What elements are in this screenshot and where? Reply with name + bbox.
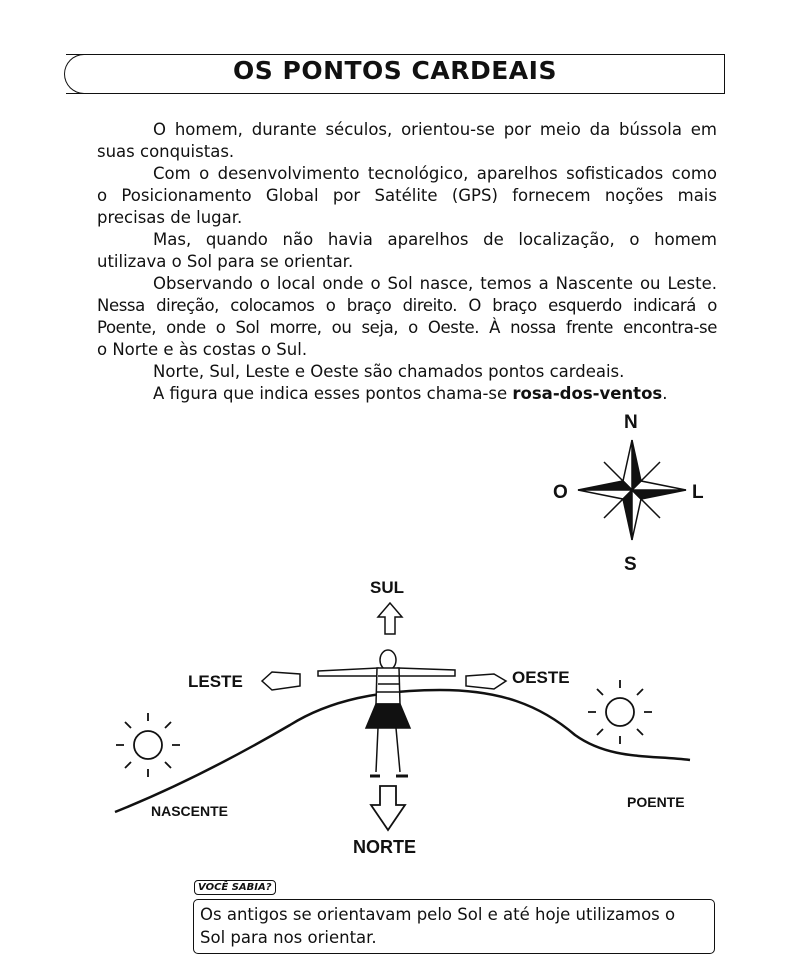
- text-line: Nessa direção, colocamos o braço direito. O braço esquerdo indicará o: [97, 296, 717, 315]
- text-line: precisas de lugar.: [97, 208, 243, 227]
- page-title: OS PONTOS CARDEAIS: [233, 56, 557, 85]
- arrow-right-icon: [466, 674, 506, 689]
- text-line: o Posicionamento Global por Satélite (GPS) fornecem noções mais: [97, 186, 717, 205]
- arrow-up-icon: [378, 603, 402, 634]
- label-oeste: OESTE: [512, 668, 570, 687]
- text-line: utilizava o Sol para se orientar.: [97, 252, 354, 271]
- text-line: Com o desenvolvimento tecnológico, aparelhos sofisticados como: [153, 164, 717, 183]
- arrow-down-icon: [371, 786, 405, 830]
- voce-sabia-line: Os antigos se orientavam pelo Sol e até hoje utilizamos o: [200, 905, 676, 924]
- arrow-left-icon: [262, 672, 300, 690]
- text-line: Poente, onde o Sol morre, ou seja, o Oeste. À nossa frente encontra-se: [97, 318, 717, 337]
- text-line: O homem, durante séculos, orientou-se por meio da bússola em: [153, 120, 717, 139]
- label-norte: NORTE: [353, 837, 416, 857]
- compass-rose-icon: [578, 440, 686, 540]
- term-rosa-dos-ventos: rosa-dos-ventos: [512, 384, 663, 403]
- text-line: Mas, quando não havia aparelhos de localização, o homem: [153, 230, 717, 249]
- sun-icon-setting: [588, 680, 652, 744]
- text: A figura que indica esses pontos chama-se: [153, 384, 513, 403]
- sun-icon-rising: [116, 713, 180, 777]
- compass-label-o: O: [553, 482, 568, 503]
- girl-figure: [318, 650, 455, 776]
- label-sul: SUL: [370, 578, 404, 597]
- text-line: Observando o local onde o Sol nasce, temos a Nascente ou Leste.: [153, 274, 717, 293]
- voce-sabia-line: Sol para nos orientar.: [200, 928, 377, 947]
- label-leste: LESTE: [188, 672, 243, 691]
- text-line: o Norte e às costas o Sul.: [97, 340, 308, 359]
- text-line: Norte, Sul, Leste e Oeste são chamados pontos cardeais.: [153, 362, 625, 381]
- label-poente: POENTE: [627, 794, 685, 810]
- compass-label-s: S: [624, 554, 637, 575]
- voce-sabia-tag: VOCÊ SABIA?: [194, 880, 276, 895]
- text: .: [662, 384, 668, 403]
- compass-label-n: N: [624, 412, 638, 433]
- label-nascente: NASCENTE: [151, 803, 229, 819]
- compass-label-l: L: [692, 482, 704, 503]
- text-line: suas conquistas.: [97, 142, 235, 161]
